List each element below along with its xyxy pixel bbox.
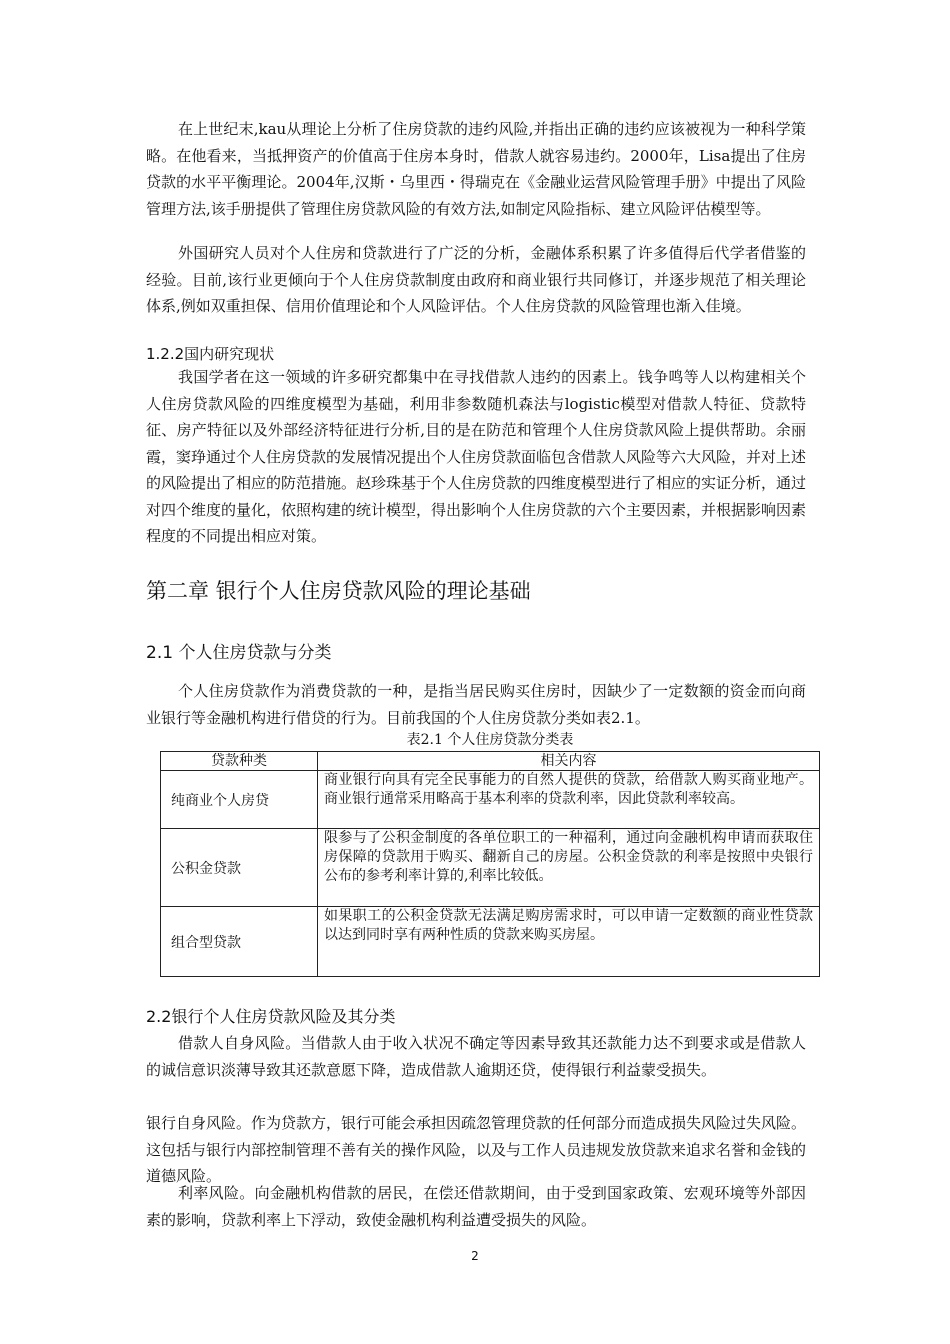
paragraph-bank-risk: 银行自身风险。作为贷款方，银行可能会承担因疏忽管理贷款的任何部分而造成损失风险过失风险。这包括与银行内部控制管理不善有关的操作风险，以及与工作人员违规发放贷款来追求名誉和金钱的道德风险。: [146, 1114, 807, 1185]
paragraph-kau-research: 在上世纪末,kau从理论上分析了住房贷款的违约风险,并指出正确的违约应该被视为一种科学策略。在他看来，当抵押资产的价值高于住房本身时，借款人就容易违约。2000年，Lisa提出了住房贷款的水平平衡理论。2004年,汉斯・乌里西・得瑞克在《金融业运营风险管理手册》中提出了风险管理方法,该手册提供了管理住房贷款风险的有效方法,如制定风险指标、建立风险评估模型等。: [146, 120, 806, 218]
section-2-2-title: 2.2银行个人住房贷款风险及其分类: [146, 1007, 396, 1026]
table-row: [161, 829, 820, 907]
paragraph-domestic-research: 我国学者在这一领域的许多研究都集中在寻找借款人违约的因素上。钱争鸣等人以构建相关个人住房贷款风险的四维度模型为基础，利用非参数随机森法与logistic模型对借款人特征、贷款特征、房产特征以及外部经济特征进行分析,目的是在防范和管理个人住房贷款风险上提供帮助。余丽霞，窦琤通过个人住房贷款的发展情况提出个人住房贷款面临包含借款人风险等六大风险，并对上述的风险提出了相应的防范措施。赵珍珠基于个人住房贷款的四维度模型进行了相应的实证分析，通过对四个维度的量化，依照构建的统计模型，得出影响个人住房贷款的六个主要因素，并根据影响因素程度的不同提出相应对策。: [146, 368, 807, 545]
paragraph-borrower-risk: 借款人自身风险。当借款人由于收入状况不确定等因素导致其还款能力达不到要求或是借款人的诚信意识淡薄导致其还款意愿下降，造成借款人逾期还贷，使得银行利益蒙受损失。: [146, 1034, 806, 1079]
table-cell-description: 如果职工的公积金贷款无法满足购房需求时，可以申请一定数额的商业性贷款以达到同时享有两种性质的贷款来购买房屋。: [318, 907, 820, 977]
loan-classification-table: [160, 751, 820, 977]
table-caption: 表2.1 个人住房贷款分类表: [406, 732, 574, 748]
paragraph-loan-definition: 个人住房贷款作为消费贷款的一种，是指当居民购买住房时，因缺少了一定数额的资金而向商业银行等金融机构进行借贷的行为。目前我国的个人住房贷款分类如表2.1。: [146, 682, 806, 727]
table-header-cell: 相关内容: [318, 752, 820, 771]
table-header-cell: 贷款种类: [161, 752, 318, 771]
table-header-row: [161, 752, 820, 771]
table-cell-description: 限参与了公积金制度的各单位职工的一种福利，通过向金融机构申请而获取住房保障的贷款用于购买、翻新自己的房屋。公积金贷款的利率是按照中央银行公布的参考利率计算的,利率比较低。: [318, 829, 820, 907]
paragraph-foreign-research: 外国研究人员对个人住房和贷款进行了广泛的分析，金融体系积累了许多值得后代学者借鉴的经验。目前,该行业更倾向于个人住房贷款制度由政府和商业银行共同修订，并逐步规范了相关理论体系,例如双重担保、信用价值理论和个人风险评估。个人住房贷款的风险管理也渐入佳境。: [146, 244, 806, 315]
table-cell-loan-type: 纯商业个人房贷: [161, 771, 318, 829]
table-cell-description: 商业银行向具有完全民事能力的自然人提供的贷款，给借款人购买商业地产。商业银行通常采用略高于基本利率的贷款利率，因此贷款利率较高。: [318, 771, 820, 829]
page-number: 2: [471, 1249, 479, 1263]
table-row: [161, 907, 820, 977]
table-cell-loan-type: 公积金贷款: [161, 829, 318, 907]
chapter-title: 第二章 银行个人住房贷款风险的理论基础: [146, 579, 531, 603]
heading-domestic-research: 1.2.2国内研究现状: [146, 345, 275, 363]
section-2-1-title: 2.1 个人住房贷款与分类: [146, 643, 332, 663]
paragraph-interest-rate-risk: 利率风险。向金融机构借款的居民，在偿还借款期间，由于受到国家政策、宏观环境等外部因素的影响，贷款利率上下浮动，致使金融机构利益遭受损失的风险。: [146, 1184, 806, 1229]
table-cell-loan-type: 组合型贷款: [161, 907, 318, 977]
table-row: [161, 771, 820, 829]
